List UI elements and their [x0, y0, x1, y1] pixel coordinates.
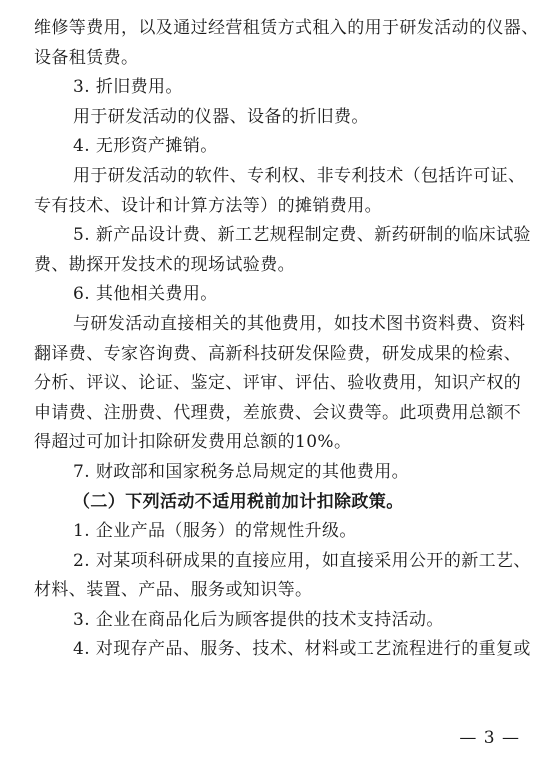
text-line: 翻译费、专家咨询费、高新科技研发保险费，研发成果的检索、: [34, 343, 522, 364]
text-line: 用于研发活动的软件、专利权、非专利技术（包括许可证、: [73, 165, 526, 186]
text-line: 4. 无形资产摊销。: [73, 136, 218, 157]
text-line: 7. 财政部和国家税务总局规定的其他费用。: [73, 461, 410, 482]
body-text: [34, 14, 539, 665]
text-line: 用于研发活动的仪器、设备的折旧费。: [73, 106, 369, 127]
section-heading: （二）下列活动不适用税前加计扣除政策。: [73, 491, 404, 512]
text-line: 申请费、注册费、代理费，差旅费、会议费等。此项费用总额不: [34, 402, 522, 423]
text-line: 2. 对某项科研成果的直接应用，如直接采用公开的新工艺、: [73, 550, 531, 571]
text-line: 费、勘探开发技术的现场试验费。: [34, 254, 295, 275]
page-number: — 3 —: [459, 728, 520, 748]
text-line: 得超过可加计扣除研发费用总额的10%。: [34, 432, 352, 453]
text-line: 6. 其他相关费用。: [73, 284, 218, 305]
text-line: 与研发活动直接相关的其他费用，如技术图书资料费、资料: [73, 313, 526, 334]
text-line: 分析、评议、论证、鉴定、评审、评估、验收费用，知识产权的: [34, 373, 522, 394]
text-line: 1. 企业产品（服务）的常规性升级。: [73, 521, 357, 542]
text-line: 设备租赁费。: [34, 47, 139, 68]
text-line: 5. 新产品设计费、新工艺规程制定费、新药研制的临床试验: [73, 225, 531, 246]
text-line: 维修等费用，以及通过经营租赁方式租入的用于研发活动的仪器、: [34, 18, 539, 38]
text-line: 4. 对现存产品、服务、技术、材料或工艺流程进行的重复或: [73, 639, 531, 660]
text-line: 3. 企业在商品化后为顾客提供的技术支持活动。: [73, 609, 444, 630]
text-line: 材料、装置、产品、服务或知识等。: [34, 580, 313, 601]
text-line: 专有技术、设计和计算方法等）的摊销费用。: [34, 195, 382, 216]
text-line: 3. 折旧费用。: [73, 77, 183, 98]
